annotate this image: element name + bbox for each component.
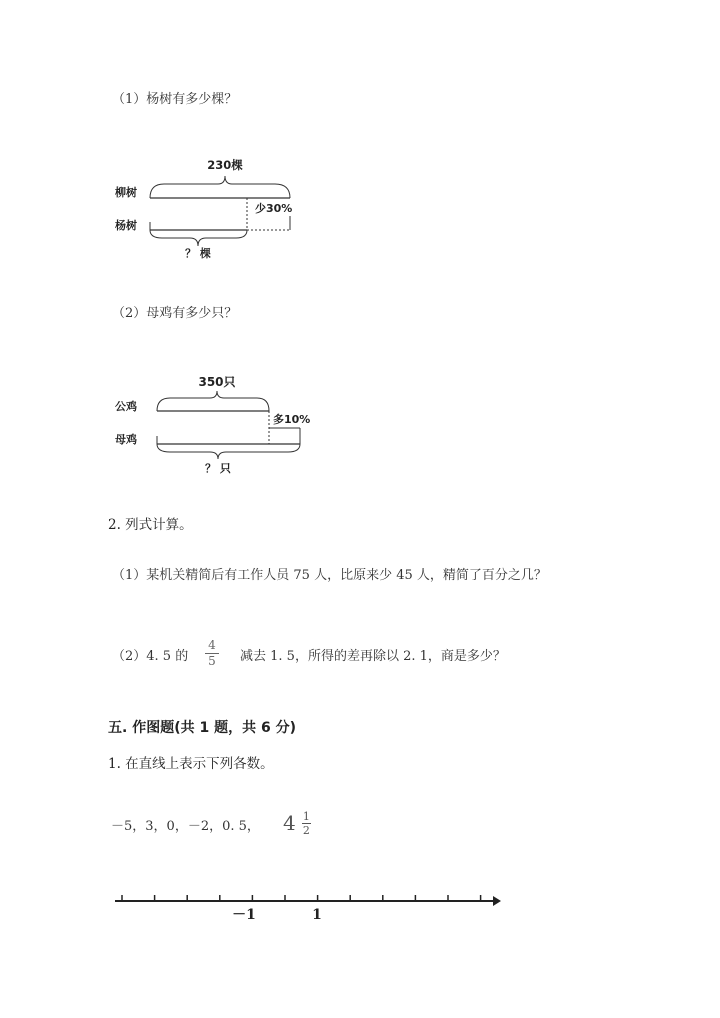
mixed-number [283, 811, 311, 836]
numbers-to-plot: －5，3，0，－2，0. 5， [111, 819, 260, 834]
diagram1-bottom-label: ？ 棵 [185, 247, 211, 260]
diagram2-row1-label: 公鸡 [115, 400, 137, 413]
tape-diagram-willow-poplar [110, 150, 310, 265]
section-2-problem-2-suffix: 减去 1. 5，所得的差再除以 2. 1，商是多少？ [240, 649, 506, 664]
mixed-number-whole: 4 [283, 811, 296, 835]
section-2-problem-2-prefix: （2）4. 5 的 [112, 649, 189, 664]
mixed-number-denominator: 2 [302, 824, 310, 837]
question-1-label: （1）杨树有多少棵？ [112, 92, 238, 107]
diagram1-row1-label: 柳树 [115, 186, 137, 199]
tick-label-neg-1: －1 [232, 907, 256, 923]
tape-diagram-rooster-hen [110, 368, 330, 480]
diagram2-diff-label: 多10% [273, 413, 311, 426]
section-5-question-1: 1. 在直线上表示下列各数。 [108, 756, 274, 772]
mixed-number-fraction [302, 811, 311, 836]
diagram1-top-brace [150, 176, 290, 198]
mixed-number-numerator: 1 [302, 810, 310, 823]
fraction-denominator: 5 [208, 654, 216, 668]
number-line-arrow [493, 896, 501, 906]
diagram1-bottom-brace [150, 222, 247, 246]
section-2-problem-1: （1）某机关精简后有工作人员 75 人，比原来少 45 人，精简了百分之几？ [112, 568, 547, 583]
fraction-four-fifths [205, 639, 219, 668]
diagram2-row2-label: 母鸡 [115, 433, 137, 446]
diagram2-bottom-brace [157, 436, 300, 459]
diagram1-top-label: 230棵 [207, 158, 243, 172]
section-5-heading: 五. 作图题(共 1 题，共 6 分) [108, 720, 296, 736]
section-2-title: 2. 列式计算。 [108, 517, 193, 533]
number-line [108, 888, 508, 928]
diagram2-top-label: 350只 [198, 375, 236, 389]
diagram1-diff-label: 少30% [255, 202, 293, 215]
tick-label-pos-1: 1 [312, 907, 322, 923]
diagram1-row2-label: 杨树 [115, 219, 137, 232]
diagram2-top-brace [157, 391, 269, 411]
diagram2-bottom-label: ？ 只 [205, 462, 231, 475]
question-2-label: （2）母鸡有多少只？ [112, 306, 238, 321]
fraction-numerator: 4 [208, 638, 216, 652]
